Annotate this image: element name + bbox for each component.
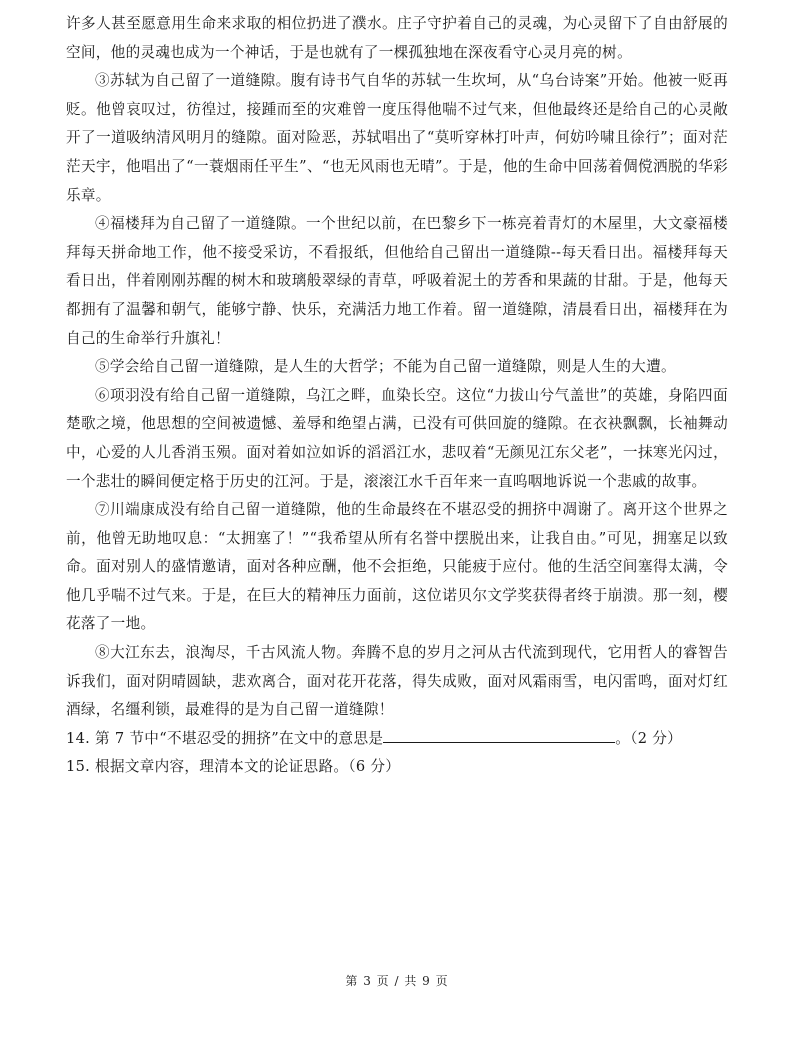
answer-blank[interactable] xyxy=(383,728,615,743)
question-14 xyxy=(66,725,728,754)
paragraph-intro: 许多人甚至愿意用生命来求取的相位扔进了濮水。庄子守护着自己的灵魂，为心灵留下了自由舒展的空间，他的灵魂也成为一个神话，于是也就有了一棵孤独地在深夜看守心灵月亮的树。 xyxy=(66,15,728,61)
paragraph-3: ③苏轼为自己留了一道缝隙。腹有诗书气自华的苏轼一生坎坷，从“乌台诗案”开始。他被一贬再贬。他曾哀叹过，彷徨过，接踵而至的灾难曾一度压得他喘不过气来，但他最终还是给自己的心灵敞开了一道吸纳清风明月的缝隙。面对险恶，苏轼唱出了“莫听穿林打叶声，何妨吟啸且徐行”；面对茫茫天宇，他唱出了“一蓑烟雨任平生”、“也无风雨也无晴”。于是，他的生命中回荡着倜傥洒脱的华彩乐章。 xyxy=(66,72,728,204)
page-number-footer: 第 3 页 / 共 9 页 xyxy=(345,974,449,988)
paragraph-7: ⑦川端康成没有给自己留一道缝隙，他的生命最终在不堪忍受的拥挤中凋谢了。离开这个世界之前，他曾无助地叹息：“太拥塞了！”“我希望从所有名誉中摆脱出来，让我自由。”可见，拥塞足以致命。面对别人的盛情邀请，面对各种应酬，他不会拒绝，只能疲于应付。他的生活空间塞得太满，令他几乎喘不过气来。于是，在巨大的精神压力面前，这位诺贝尔文学奖获得者终于崩溃。那一刻，樱花落了一地。 xyxy=(66,501,728,633)
paragraph-8: ⑧大江东去，浪淘尽，千古风流人物。奔腾不息的岁月之河从古代流到现代，它用哲人的睿智告诉我们，面对阴晴圆缺，悲欢离合，面对花开花落，得失成败，面对风霜雨雪，电闪雷鸣，面对灯红酒绿，名缰利锁，最难得的是为自己留一道缝隙！ xyxy=(66,644,728,719)
paragraph-4: ④福楼拜为自己留了一道缝隙。一个世纪以前，在巴黎乡下一栋亮着青灯的木屋里，大文豪福楼拜每天拼命地工作，他不接受采访，不看报纸，但他给自己留出一道缝隙--每天看日出。福楼拜每天看日出，伴着刚刚苏醒的树木和玻璃般翠绿的青草，呼吸着泥土的芳香和果蔬的甘甜。于是，他每天都拥有了温馨和朝气，能够宁静、快乐，充满活力地工作着。留一道缝隙，清晨看日出，福楼拜在为自己的生命举行升旗礼！ xyxy=(66,215,728,347)
question-14-prefix: 14. 第 7 节中“不堪忍受的拥挤”在文中的意思是 xyxy=(66,729,384,747)
document-page xyxy=(66,10,728,782)
paragraph-6: ⑥项羽没有给自己留一道缝隙，乌江之畔，血染长空。这位“力拔山兮气盖世”的英雄，身陷四面楚歌之境，他思想的空间被遗憾、羞辱和绝望占满，已没有可供回旋的缝隙。在衣袂飘飘，长袖舞动中，心爱的人儿香消玉殒。面对着如泣如诉的滔滔江水，悲叹着“无颜见江东父老”，一抹寒光闪过，一个悲壮的瞬间便定格于历史的江河。于是，滚滚江水千百年来一直呜咽地诉说一个悲戚的故事。 xyxy=(66,386,728,490)
paragraph-5: ⑤学会给自己留一道缝隙，是人生的大哲学；不能为自己留一道缝隙，则是人生的大遭。 xyxy=(95,358,676,376)
question-14-suffix: 。（2 分） xyxy=(615,729,683,747)
question-15: 15. 根据文章内容，理清本文的论证思路。（6 分） xyxy=(66,758,401,776)
